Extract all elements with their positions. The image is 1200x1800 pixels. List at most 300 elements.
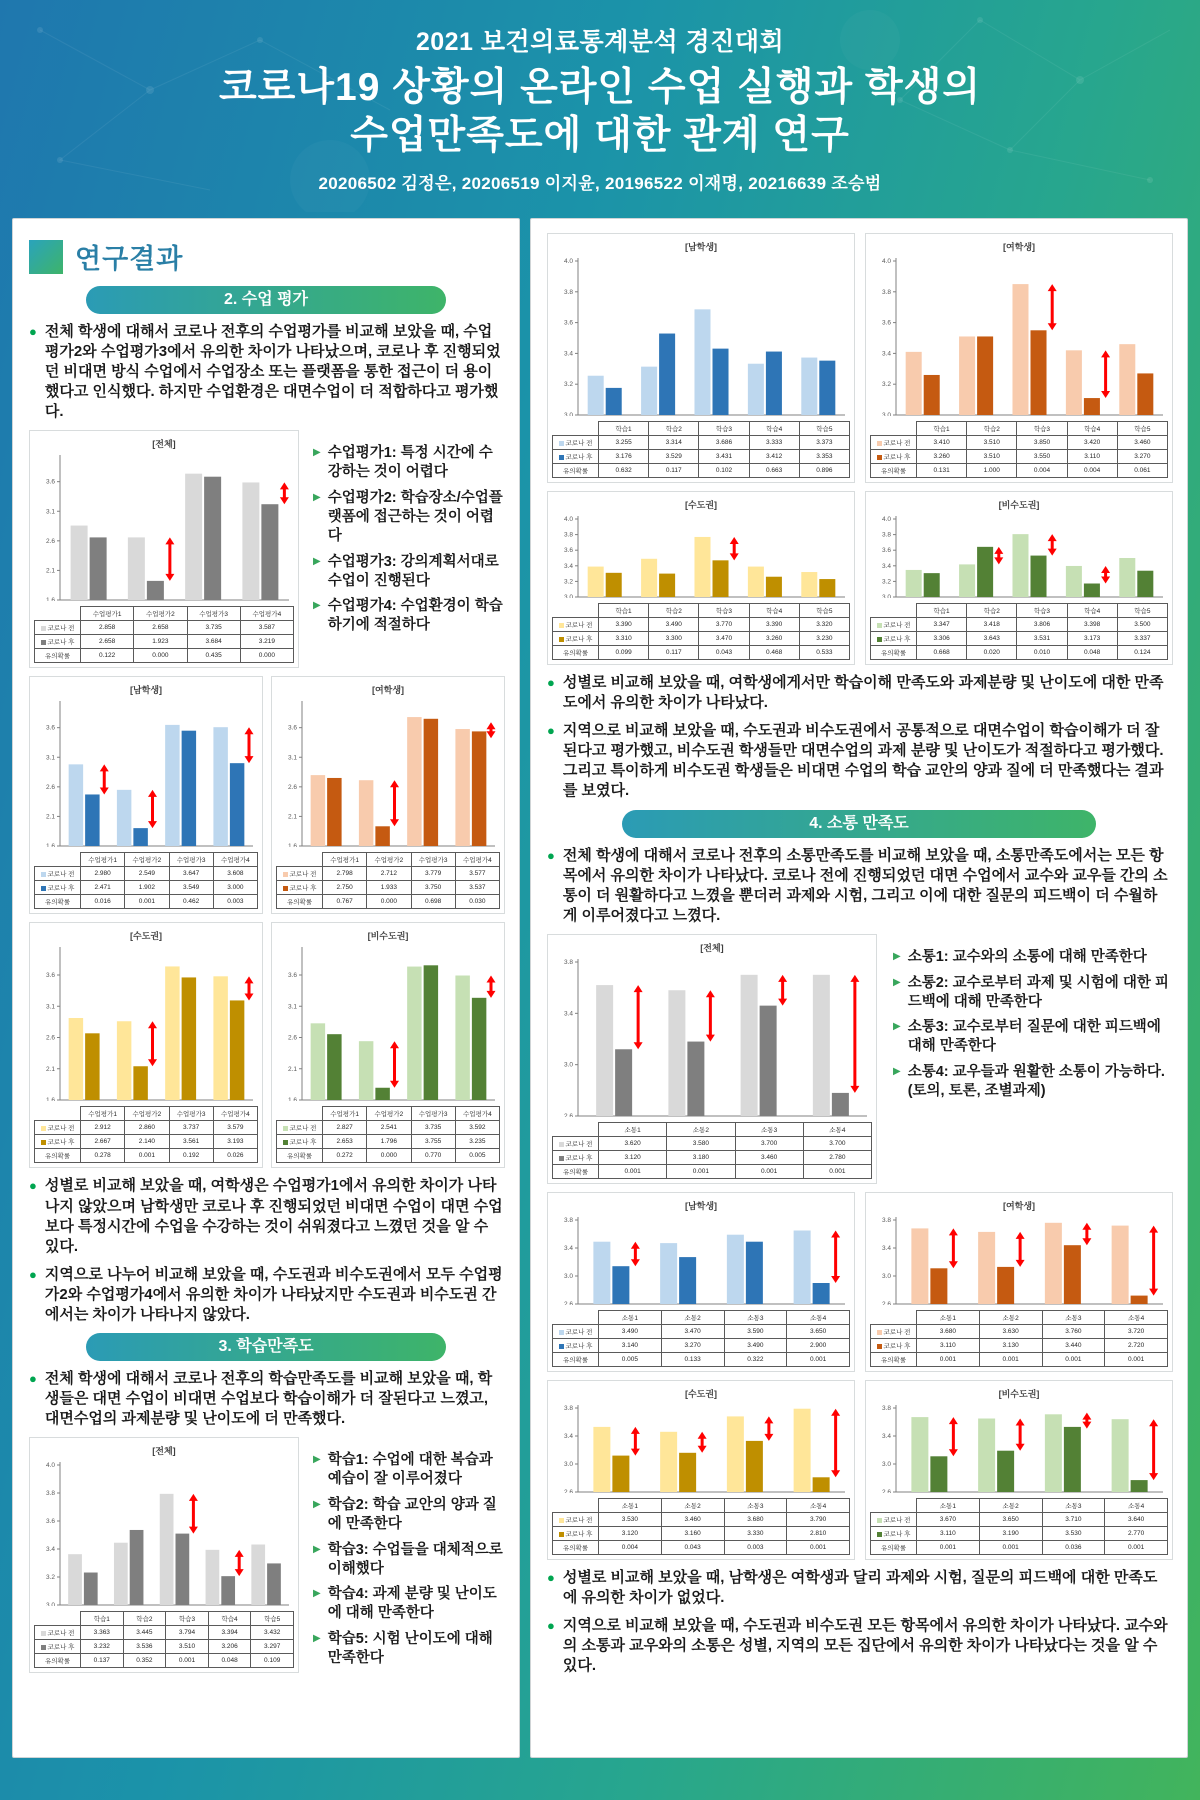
legend-swatch-icon [559,1532,564,1537]
value-cell: 2.541 [367,1121,411,1135]
legend-swatch-icon [559,1330,564,1335]
category-header-cell: 소통1 [599,1122,667,1136]
value-cell: 3.190 [979,1526,1042,1540]
row-label-cell: 유의확률 [277,1149,323,1163]
category-header-cell: 학습4 [1067,422,1117,436]
value-cell: 3.650 [979,1512,1042,1526]
category-header-cell: 학습5 [799,604,849,618]
bar-chart-svg [34,1458,294,1606]
value-cell: 0.048 [1067,646,1117,660]
svg-text:3.2: 3.2 [45,1574,55,1582]
value-cell: 0.001 [735,1164,803,1178]
legend-swatch-icon [41,640,46,645]
value-cell: 0.004 [599,1540,662,1554]
category-header-cell: 수업평가2 [134,607,187,621]
category-header-cell: 수업평가2 [367,1107,411,1121]
value-cell: 3.140 [599,1338,662,1352]
value-cell: 3.206 [208,1640,251,1654]
svg-text:3.4: 3.4 [563,562,573,570]
learn-definitions-list [307,1451,503,1667]
svg-text:3.8: 3.8 [563,1216,573,1224]
svg-text:3.6: 3.6 [287,972,297,980]
category-header-cell: 수업평가3 [169,1107,213,1121]
legend-swatch-icon [877,455,882,460]
category-header-cell: 수업평가1 [81,853,125,867]
value-cell: 3.363 [81,1626,124,1640]
bar-chart-svg [34,943,258,1101]
bar-chart-svg [552,1401,850,1493]
value-cell: 3.420 [1067,436,1117,450]
value-cell: 3.590 [724,1324,787,1338]
finding-comm-region: ● 지역으로 비교해 보았을 때, 수도권과 비수도권 모든 항목에서 유의한 차이가 나타났다. 교수와의 소통과 교우와의 소통은 성별, 지역의 모든 집단에서 유의한 차이가 나타났다는 것을 알 수 있다. [547,1617,1168,1675]
value-cell: 3.440 [1042,1338,1105,1352]
category-header-cell: 수업평가3 [411,853,455,867]
value-cell: 3.418 [967,618,1017,632]
list-item: ▶ 학습1: 수업에 대한 복습과 예습이 잘 이루어졌다 [313,1452,493,1488]
row-label-cell: 코로나 후 [871,1338,917,1352]
svg-text:4.0: 4.0 [45,1462,55,1470]
value-cell: 2.658 [134,621,187,635]
value-cell: 3.120 [599,1150,667,1164]
bullet-dot-icon: ● [547,1618,555,1634]
value-cell: 3.750 [411,881,455,895]
value-cell: 3.390 [599,618,649,632]
svg-text:3.6: 3.6 [881,319,891,327]
category-header-cell: 학습4 [208,1612,251,1626]
value-cell: 0.001 [125,1149,169,1163]
value-cell: 0.043 [661,1540,724,1554]
list-item: ▶ 수업평가1: 특정 시간에 수강하는 것이 어렵다 [313,445,493,481]
value-cell: 3.410 [917,436,967,450]
value-cell: 0.004 [1067,464,1117,478]
legend-swatch-icon [41,1631,46,1636]
category-header-cell: 학습1 [81,1612,124,1626]
svg-text:3.8: 3.8 [881,531,891,539]
row-eval-all [29,430,503,668]
svg-text:1.6: 1.6 [45,843,55,848]
value-cell: 3.235 [455,1135,499,1149]
value-cell: 3.850 [1017,436,1067,450]
svg-text:3.2: 3.2 [881,381,891,389]
chart-data-table [870,421,1168,478]
chart-learn-female [865,233,1173,483]
list-item: ▶ 학습2: 학습 교안의 양과 질에 만족한다 [313,1497,497,1532]
svg-text:3.0: 3.0 [881,412,891,416]
svg-text:3.8: 3.8 [881,1216,891,1224]
category-header-cell: 학습4 [749,422,799,436]
category-header-cell: 학습1 [917,604,967,618]
value-cell: 0.030 [455,895,499,909]
svg-text:3.4: 3.4 [881,350,891,358]
chart-eval-nonmetro [271,922,505,1168]
chart-data-table [34,1106,258,1163]
category-header-cell: 소통3 [724,1310,787,1324]
row-label-cell: 코로나 전 [553,618,599,632]
category-header-cell: 소통1 [599,1310,662,1324]
category-header-cell: 소통3 [735,1122,803,1136]
value-cell: 3.779 [411,867,455,881]
svg-text:3.0: 3.0 [563,1460,573,1468]
row-label-cell: 유의확률 [35,649,81,663]
value-cell: 3.173 [1067,632,1117,646]
svg-text:2.6: 2.6 [45,538,55,546]
category-header-cell: 학습5 [799,422,849,436]
category-header-cell: 소통1 [599,1498,662,1512]
svg-text:3.4: 3.4 [563,350,573,358]
bullet-dot-icon: ● [547,847,555,863]
svg-text:3.0: 3.0 [563,1061,573,1069]
finding-eval-gender: ● 성별로 비교해 보았을 때, 여학생은 수업평가1에서 유의한 차이가 나타나지 않았으며 남학생만 코로나 후 진행되었던 비대면 수업이 대면 수업보다 특정시간에 수업을 수강하는 것이 쉬워졌다고 느꼈던 것을 알 수 있다. [29,1177,503,1255]
value-cell: 3.630 [979,1324,1042,1338]
category-header-cell: 학습2 [967,604,1017,618]
svg-text:2.1: 2.1 [45,1066,55,1074]
row-label-cell: 코로나 전 [35,1121,81,1135]
comm-definitions-list [887,948,1171,1101]
value-cell: 0.001 [667,1164,735,1178]
chart-title: [전체] [700,942,724,953]
list-item: ▶ 수업평가2: 학습장소/수업플랫폼에 접근하는 것이 어렵다 [313,490,503,544]
svg-text:2.6: 2.6 [287,784,297,792]
row-comm-gender [547,1192,1171,1372]
value-cell: 3.337 [1117,632,1167,646]
arrow-bullet-icon: ▶ [893,950,901,962]
row-label-cell: 유의확률 [553,1164,599,1178]
value-cell: 0.099 [599,646,649,660]
row-label-cell: 유의확률 [871,646,917,660]
category-header-cell: 학습4 [749,604,799,618]
value-cell: 2.980 [81,867,125,881]
category-header-cell: 학습2 [123,1612,166,1626]
value-cell: 2.712 [367,867,411,881]
value-cell: 3.232 [81,1640,124,1654]
bar-chart-svg [552,1213,850,1305]
value-cell: 3.794 [166,1626,209,1640]
chart-data-table [34,852,258,909]
bar-chart-svg [276,697,500,847]
value-cell: 0.272 [323,1149,367,1163]
value-cell: 2.860 [125,1121,169,1135]
poster-title [0,64,1200,159]
section-heading-label: 연구결과 [75,244,184,274]
svg-text:3.4: 3.4 [45,1546,55,1554]
chart-title: [남학생] [684,242,718,252]
value-cell: 0.003 [213,895,257,909]
value-cell: 2.770 [1105,1526,1168,1540]
results-section-heading [29,237,503,276]
category-header-cell: 소통4 [1105,1310,1168,1324]
svg-text:3.6: 3.6 [563,547,573,555]
category-header-cell: 학습5 [1117,604,1167,618]
value-cell: 0.698 [411,895,455,909]
poster-title-line2: 수업만족도에 대한 관계 연구 [350,113,850,157]
arrow-bullet-icon: ▶ [313,1588,321,1600]
value-cell: 0.109 [251,1654,294,1668]
category-header-cell: 수업평가4 [213,1107,257,1121]
bullet-dot-icon: ● [29,1178,37,1194]
value-cell: 3.176 [599,450,649,464]
value-cell: 3.193 [213,1135,257,1149]
category-header-cell: 수업평가4 [455,853,499,867]
arrow-bullet-icon: ▶ [313,447,321,459]
svg-text:2.1: 2.1 [287,1066,297,1074]
value-cell: 3.700 [803,1136,871,1150]
list-item: ▶ 수업평가3: 강의계획서대로 수업이 진행된다 [313,553,499,589]
value-cell: 2.549 [125,867,169,881]
category-header-cell: 소통3 [1042,1498,1105,1512]
arrow-bullet-icon: ▶ [313,1543,321,1555]
row-label-cell: 코로나 후 [871,632,917,646]
value-cell: 0.124 [1117,646,1167,660]
category-header-cell: 소통1 [917,1310,980,1324]
category-header-cell: 학습3 [699,604,749,618]
row-label-cell: 코로나 후 [553,1526,599,1540]
value-cell: 3.770 [699,618,749,632]
value-cell: 3.255 [599,436,649,450]
list-item: ▶ 학습3: 수업들을 대체적으로 이해했다 [313,1541,503,1577]
svg-text:3.6: 3.6 [563,319,573,327]
category-header-cell: 소통2 [661,1310,724,1324]
category-header-cell: 소통2 [661,1498,724,1512]
category-header-cell: 소통4 [787,1498,850,1512]
chart-title: [비수도권] [367,931,409,942]
svg-text:1.6: 1.6 [287,1097,297,1102]
svg-text:3.6: 3.6 [45,972,55,980]
row-label-cell: 유의확률 [553,464,599,478]
chart-learn-nonmetro [865,491,1173,665]
value-cell: 2.750 [323,881,367,895]
value-cell: 0.001 [1105,1352,1168,1366]
chart-learn-male [547,233,855,483]
list-item: ▶ 소통1: 교수와의 소통에 대해 만족한다 [893,948,1147,965]
value-cell: 3.297 [251,1640,294,1654]
value-cell: 3.550 [1017,450,1067,464]
chart-title: [여학생] [371,685,405,696]
legend-swatch-icon [559,637,564,642]
chart-data-table [552,1498,850,1555]
arrow-bullet-icon: ▶ [313,555,321,567]
category-header-cell: 학습2 [967,422,1017,436]
svg-text:3.8: 3.8 [563,1404,573,1412]
contest-title: 2021 보건의료통계분석 경진대회 [415,28,785,56]
category-header-cell: 소통3 [724,1498,787,1512]
value-cell: 0.001 [599,1164,667,1178]
chart-comm-all [547,934,877,1184]
value-cell: 2.667 [81,1135,125,1149]
value-cell: 0.102 [699,464,749,478]
row-comm-all [547,934,1171,1184]
value-cell: 0.896 [799,464,849,478]
svg-text:3.4: 3.4 [881,562,891,570]
bar-chart-svg [870,1213,1168,1305]
value-cell: 2.780 [803,1150,871,1164]
legend-swatch-icon [559,623,564,628]
row-label-cell: 코로나 전 [553,1512,599,1526]
category-header-cell: 학습2 [649,422,699,436]
svg-text:3.0: 3.0 [881,1272,891,1280]
category-header-cell: 수업평가3 [169,853,213,867]
chart-data-table [870,603,1168,660]
row-label-cell: 유의확률 [553,1352,599,1366]
chart-title: [전체] [152,1446,176,1457]
value-cell: 2.900 [787,1338,850,1352]
value-cell: 0.668 [917,646,967,660]
value-cell: 0.001 [803,1164,871,1178]
category-header-cell: 소통4 [803,1122,871,1136]
value-cell: 3.529 [649,450,699,464]
value-cell: 3.353 [799,450,849,464]
value-cell: 0.462 [169,895,213,909]
value-cell: 0.061 [1117,464,1167,478]
legend-swatch-icon [283,886,288,891]
chart-data-table [34,606,294,663]
svg-text:1.6: 1.6 [287,843,297,848]
list-item: ▶ 소통2: 교수로부터 과제 및 시험에 대한 피드백에 대해 만족한다 [893,974,1169,1010]
svg-text:3.4: 3.4 [881,1244,891,1252]
svg-text:4.0: 4.0 [881,516,891,523]
chart-title: [수도권] [684,500,718,510]
value-cell: 3.320 [799,618,849,632]
row-label-cell: 코로나 전 [553,1324,599,1338]
category-header-cell: 소통1 [917,1498,980,1512]
svg-text:3.6: 3.6 [881,547,891,555]
value-cell: 3.530 [599,1512,662,1526]
chart-title: [비수도권] [998,1388,1040,1399]
value-cell: 2.858 [81,621,134,635]
list-item: ▶ 수업평가4: 수업환경이 학습하기에 적절하다 [313,598,503,634]
svg-text:3.0: 3.0 [563,412,573,416]
chart-data-table [552,1310,850,1367]
svg-text:2.6: 2.6 [287,1034,297,1042]
row-label-cell: 코로나 전 [35,621,81,635]
value-cell: 0.000 [240,649,293,663]
value-cell: 0.000 [367,895,411,909]
paragraph-comm-overview: ● 전체 학생에 대해서 코로나 전후의 소통만족도를 비교해 보았을 때, 소통만족도에서는 모든 항목에서 유의한 차이가 나타났다. 코로나 전에 진행되었던 대면 수업에서 교수와 교우들 간의 소통이 더 원활하다고 느꼈을 뿐더러 과제와 시험, 그리고 이에 대한 질문의 피드백이 더 수월하게 이루어졌다고 느꼈다. [547,846,1168,924]
chart-title: [비수도권] [998,500,1040,510]
value-cell: 3.314 [649,436,699,450]
bar-chart-svg [870,254,1168,416]
pill-section-2: 2. 수업 평가 [86,286,446,314]
category-header-cell: 수업평가1 [81,607,134,621]
category-header-cell: 학습3 [1017,604,1067,618]
value-cell: 0.001 [125,895,169,909]
category-header-cell: 학습2 [649,604,699,618]
svg-text:3.4: 3.4 [563,1244,573,1252]
value-cell: 3.270 [661,1338,724,1352]
category-header-cell: 학습4 [1067,604,1117,618]
value-cell: 3.270 [1117,450,1167,464]
row-label-cell: 코로나 후 [35,881,81,895]
poster-header [0,0,1200,212]
chart-learn-metro [547,491,855,665]
value-cell: 3.620 [599,1136,667,1150]
row-label-cell: 코로나 전 [871,1324,917,1338]
list-item: ▶ 소통3: 교수로부터 질문에 대한 피드백에 대해 만족한다 [893,1019,1161,1055]
value-cell: 2.720 [1105,1338,1168,1352]
value-cell: 3.647 [169,867,213,881]
row-label-cell: 코로나 후 [553,632,599,646]
chart-comm-metro [547,1380,855,1560]
category-header-cell: 수업평가2 [125,1107,169,1121]
value-cell: 3.670 [917,1512,980,1526]
category-header-cell: 수업평가3 [411,1107,455,1121]
row-eval-region [29,922,503,1168]
value-cell: 0.004 [1017,464,1067,478]
poster-title-line1: 코로나19 상황의 온라인 수업 실행과 학생의 [218,66,981,109]
svg-text:3.1: 3.1 [287,754,297,762]
finding-learn-gender: ● 성별로 비교해 보았을 때, 여학생에게서만 학습이해 만족도와 과제분량 및 난이도에 대한 만족도에서 유의한 차이가 나타났다. [547,674,1164,712]
value-cell: 0.001 [1105,1540,1168,1554]
value-cell: 3.219 [240,635,293,649]
finding-comm-gender: ● 성별로 비교해 보았을 때, 남학생은 여학생과 달리 과제와 시험, 질문의 피드백에 대한 만족도에 유의한 차이가 없었다. [547,1568,1158,1607]
value-cell: 3.510 [166,1640,209,1654]
value-cell: 2.827 [323,1121,367,1135]
svg-text:2.1: 2.1 [45,567,55,575]
value-cell: 0.010 [1017,646,1067,660]
category-header-cell: 수업평가1 [323,1107,367,1121]
svg-text:1.6: 1.6 [45,1097,55,1102]
bullet-dot-icon: ● [29,1371,37,1387]
legend-swatch-icon [283,1126,288,1131]
row-label-cell: 코로나 후 [553,1338,599,1352]
value-cell: 3.577 [455,867,499,881]
row-label-cell: 유의확률 [35,1149,81,1163]
svg-text:1.6: 1.6 [45,597,55,602]
value-cell: 3.160 [661,1526,724,1540]
value-cell: 2.140 [125,1135,169,1149]
chart-data-table [276,852,500,909]
chart-data-table [552,1122,872,1179]
value-cell: 3.110 [1067,450,1117,464]
category-header-cell: 소통3 [1042,1310,1105,1324]
value-cell: 0.001 [787,1540,850,1554]
value-cell: 3.260 [917,450,967,464]
legend-swatch-icon [559,1156,564,1161]
svg-text:3.1: 3.1 [45,508,55,516]
category-header-cell: 수업평가4 [455,1107,499,1121]
row-learn-gender [547,233,1171,483]
chart-comm-nonmetro [865,1380,1173,1560]
value-cell: 0.533 [799,646,849,660]
bullet-dot-icon: ● [547,675,555,690]
row-label-cell: 코로나 전 [871,618,917,632]
value-cell: 3.110 [917,1526,980,1540]
chart-data-table [870,1310,1168,1367]
legend-swatch-icon [559,441,564,446]
value-cell: 2.798 [323,867,367,881]
value-cell: 0.322 [724,1352,787,1366]
chart-title: [수도권] [129,931,163,942]
legend-swatch-icon [877,1330,882,1335]
legend-swatch-icon [559,1518,564,1523]
value-cell: 3.686 [699,436,749,450]
value-cell: 0.000 [134,649,187,663]
category-header-cell: 수업평가4 [213,853,257,867]
value-cell: 3.608 [213,867,257,881]
category-header-cell: 학습3 [166,1612,209,1626]
row-label-cell: 유의확률 [871,464,917,478]
arrow-bullet-icon: ▶ [893,1066,901,1078]
value-cell: 1.796 [367,1135,411,1149]
category-header-cell: 학습3 [699,422,749,436]
legend-swatch-icon [41,1645,46,1650]
value-cell: 3.230 [799,632,849,646]
value-cell: 0.016 [81,895,125,909]
left-panel [12,218,520,1758]
category-header-cell: 수업평가4 [240,607,293,621]
category-header-cell: 학습1 [599,604,649,618]
category-header-cell: 수업평가1 [323,853,367,867]
svg-text:3.8: 3.8 [563,288,573,296]
